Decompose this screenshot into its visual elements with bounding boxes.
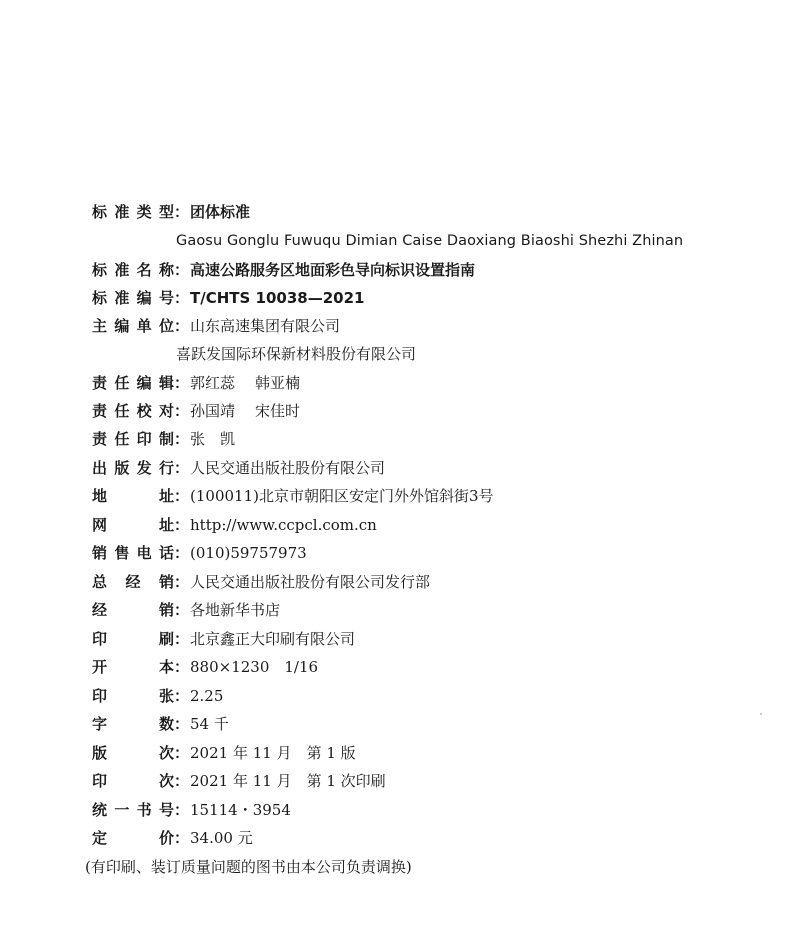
website-value: http://www.ccpcl.com.cn: [190, 516, 377, 534]
responsible-editors-row: 责任编辑 ： 郭红蕊 韩亚楠: [92, 369, 300, 397]
word-count-value: 54 千: [190, 715, 229, 733]
responsible-proofreaders-row: 责任校对 ： 孙国靖 宋佳时: [92, 397, 300, 425]
price-value: 34.00 元: [190, 829, 253, 847]
word-count-row: 字 数 ： 54 千: [92, 710, 229, 738]
chief-editor-unit-2: 喜跃发国际环保新材料股份有限公司: [176, 345, 417, 363]
book-number-label: 统一书号: [92, 801, 174, 819]
responsible-editor-2: 韩亚楠: [255, 374, 301, 392]
chief-editor-units-row: 主编单位 ： 山东高速集团有限公司: [92, 312, 340, 340]
sales-phone-value: (010)59757973: [190, 544, 307, 562]
responsible-proofreader-2: 宋佳时: [255, 402, 301, 420]
price-row: 定 价 ： 34.00 元: [92, 824, 253, 852]
format-label: 开 本: [92, 658, 174, 676]
publisher-value: 人民交通出版社股份有限公司: [190, 459, 386, 477]
chief-editor-unit-1: 山东高速集团有限公司: [190, 317, 341, 335]
address-label: 地 址: [92, 487, 174, 505]
sales-phone-label: 销售电话: [92, 544, 174, 562]
distributor-row: 经 销 ： 各地新华书店: [92, 596, 280, 624]
standard-name-label: 标准名称: [92, 261, 174, 279]
general-distributor-row: 总 经 销 ： 人民交通出版社股份有限公司发行部: [92, 568, 430, 596]
standard-number-label: 标准编号: [92, 289, 174, 307]
book-number-row: 统一书号 ： 15114・3954: [92, 796, 291, 824]
general-distributor-value: 人民交通出版社股份有限公司发行部: [190, 573, 431, 591]
standard-number-row: 标准编号 ： T/CHTS 10038—2021: [92, 284, 364, 312]
impression-row: 印 次 ： 2021 年 11 月 第 1 次印刷: [92, 767, 386, 795]
impression-label: 印 次: [92, 772, 174, 790]
book-number-value: 15114・3954: [190, 801, 291, 819]
price-label: 定 价: [92, 829, 174, 847]
title-pinyin: Gaosu Gonglu Fuwuqu Dimian Caise Daoxiang Biaoshi Shezhi Zhinan: [176, 233, 684, 249]
responsible-editors-label: 责任编辑: [92, 374, 174, 392]
format-value: 880×1230 1/16: [190, 658, 319, 676]
publisher-label: 出版发行: [92, 459, 174, 477]
standard-type-value: 团体标准: [190, 203, 251, 221]
edition-label: 版 次: [92, 744, 174, 762]
standard-number-value: T/CHTS 10038—2021: [190, 289, 365, 307]
word-count-label: 字 数: [92, 715, 174, 733]
responsible-proofreader-1: 孙国靖: [190, 402, 236, 420]
standard-name-value: 高速公路服务区地面彩色导向标识设置指南: [190, 261, 476, 279]
sheets-label: 印 张: [92, 687, 174, 705]
responsible-printing-label: 责任印制: [92, 430, 174, 448]
scan-speck: [760, 713, 762, 715]
responsible-printing-value: 张 凯: [190, 430, 236, 448]
address-row: 地 址 ： (100011)北京市朝阳区安定门外外馆斜街3号: [92, 482, 494, 510]
distributor-label: 经 销: [92, 601, 174, 619]
sheets-value: 2.25: [190, 687, 224, 705]
chief-editor-units-label: 主编单位: [92, 317, 174, 335]
responsible-editor-1: 郭红蕊: [190, 374, 236, 392]
format-row: 开 本 ： 880×1230 1/16: [92, 653, 318, 681]
responsible-proofreaders-label: 责任校对: [92, 402, 174, 420]
standard-type-label: 标准类型: [92, 203, 174, 221]
general-distributor-label: 总 经 销: [92, 573, 174, 591]
printer-row: 印 刷 ： 北京鑫正大印刷有限公司: [92, 625, 355, 653]
distributor-value: 各地新华书店: [190, 601, 281, 619]
sheets-row: 印 张 ： 2.25: [92, 682, 223, 710]
standard-type-row: 标准类型 ： 团体标准: [92, 198, 250, 226]
publisher-row: 出版发行 ： 人民交通出版社股份有限公司: [92, 454, 385, 482]
quality-note: (有印刷、装订质量问题的图书由本公司负责调换): [85, 858, 412, 876]
printer-label: 印 刷: [92, 630, 174, 648]
impression-value: 2021 年 11 月 第 1 次印刷: [190, 772, 386, 790]
address-value: (100011)北京市朝阳区安定门外外馆斜街3号: [190, 487, 494, 505]
website-row: 网 址 ： http://www.ccpcl.com.cn: [92, 511, 377, 539]
sales-phone-row: 销售电话 ： (010)59757973: [92, 539, 307, 567]
website-label: 网 址: [92, 516, 174, 534]
edition-value: 2021 年 11 月 第 1 版: [190, 744, 356, 762]
printer-value: 北京鑫正大印刷有限公司: [190, 630, 356, 648]
responsible-printing-row: 责任印制 ： 张 凯: [92, 425, 235, 453]
standard-name-row: 标准名称 ： 高速公路服务区地面彩色导向标识设置指南: [92, 256, 475, 284]
edition-row: 版 次 ： 2021 年 11 月 第 1 版: [92, 739, 356, 767]
